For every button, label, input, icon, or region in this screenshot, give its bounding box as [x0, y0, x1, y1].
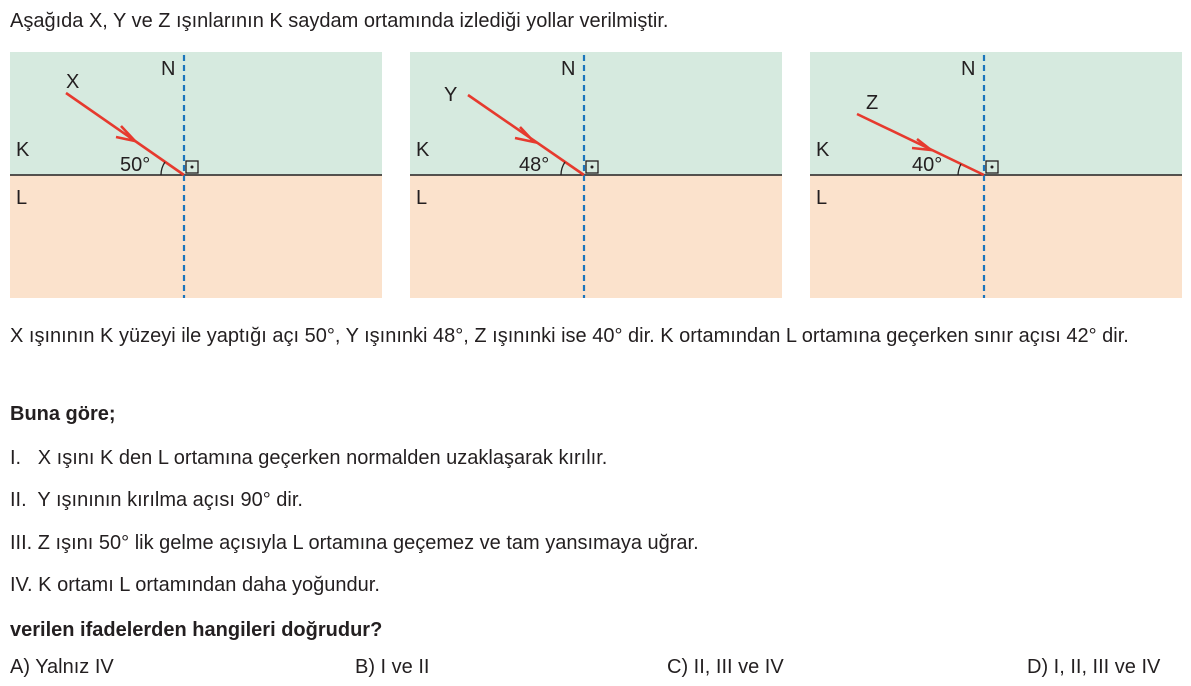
normal-label: N	[961, 58, 976, 80]
normal-label: N	[561, 58, 576, 80]
option-c[interactable]: C) II, III ve IV	[667, 656, 784, 678]
diagram-panel-x	[10, 52, 382, 298]
diagram-z	[810, 52, 1182, 298]
medium-label-l: L	[816, 187, 828, 209]
option-d[interactable]: D) I, II, III ve IV	[1027, 656, 1161, 678]
medium-label-l: L	[416, 187, 428, 209]
diagram-panel-y	[410, 52, 782, 298]
angle-label-z: 40°	[912, 154, 943, 176]
description-text: X ışınının K yüzeyi ile yaptığı açı 50°, Y ışınınki 48°, Z ışınınki ise 40° dir. K ortamından L ortamına geçerken sınır açısı 42° dir.	[10, 325, 1129, 347]
statement-iv: IV. K ortamı L ortamından daha yoğundur.	[10, 574, 380, 596]
medium-label-k: K	[816, 139, 830, 161]
lead-text: Buna göre;	[10, 403, 116, 425]
diagram-panel-z	[810, 52, 1182, 298]
statement-i: I. X ışını K den L ortamına geçerken normalden uzaklaşarak kırılır.	[10, 447, 608, 469]
intro-text: Aşağıda X, Y ve Z ışınlarının K saydam ortamında izlediği yollar verilmiştir.	[10, 10, 669, 32]
medium-l-region	[810, 175, 1182, 298]
angle-label-y: 48°	[519, 154, 550, 176]
diagram-y	[410, 52, 782, 298]
normal-label: N	[161, 58, 176, 80]
ray-label-x: X	[66, 71, 80, 93]
right-angle-dot	[991, 166, 994, 169]
medium-l-region	[410, 175, 782, 298]
medium-label-k: K	[16, 139, 30, 161]
angle-label-x: 50°	[120, 154, 151, 176]
ray-label-z: Z	[866, 92, 879, 114]
medium-k-region	[410, 52, 782, 175]
right-angle-dot	[591, 166, 594, 169]
statement-iii: III. Z ışını 50° lik gelme açısıyla L ortamına geçemez ve tam yansımaya uğrar.	[10, 532, 699, 554]
statement-ii: II. Y ışınının kırılma açısı 90° dir.	[10, 489, 303, 511]
ray-label-y: Y	[444, 84, 458, 106]
question-text: verilen ifadelerden hangileri doğrudur?	[10, 619, 383, 641]
medium-label-k: K	[416, 139, 430, 161]
option-b[interactable]: B) I ve II	[355, 656, 430, 678]
medium-l-region	[10, 175, 382, 298]
diagram-x	[10, 52, 382, 298]
medium-label-l: L	[16, 187, 28, 209]
option-a[interactable]: A) Yalnız IV	[10, 656, 114, 678]
right-angle-dot	[191, 166, 194, 169]
